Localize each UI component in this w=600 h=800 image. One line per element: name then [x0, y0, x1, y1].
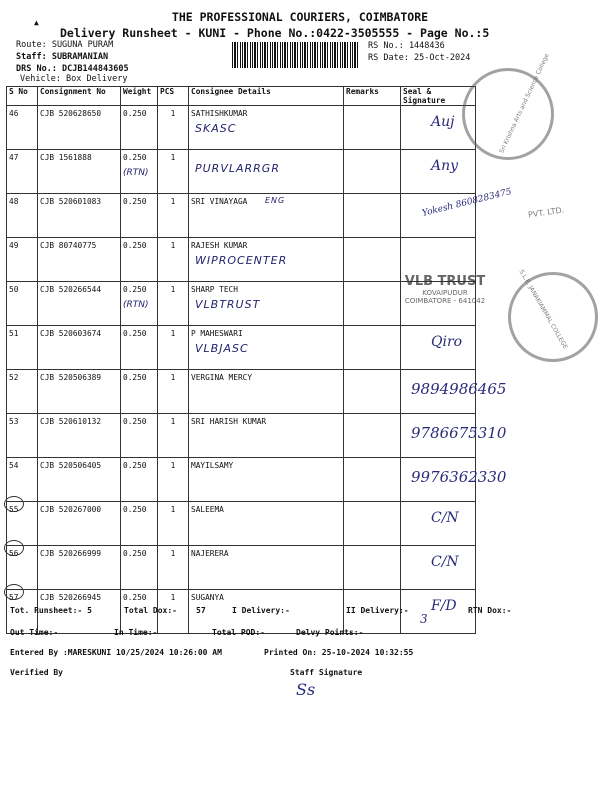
- row-consignee: [189, 282, 344, 326]
- row-remarks: [344, 150, 401, 194]
- row-pcs: [158, 194, 189, 238]
- out-time-label: Out Time:-: [10, 628, 59, 637]
- college-stamp-text: Sri Krishna Arts and Science College: [498, 52, 551, 155]
- row-signature: [401, 458, 507, 502]
- row-consignment-no-text: CJB 1561888: [40, 153, 92, 162]
- row-pcs: [158, 326, 189, 370]
- row-remarks: [344, 458, 401, 502]
- row-consignment-no: [38, 546, 121, 590]
- row-sno-text: 55: [9, 505, 19, 514]
- handwritten-signature: F/D: [431, 598, 457, 614]
- row-weight-text: 0.250: [123, 461, 147, 470]
- handwritten-name: ENG: [265, 196, 286, 205]
- row-consignee: [189, 238, 344, 282]
- row-pcs: [158, 282, 189, 326]
- row-consignment-no-text: CJB 520601083: [40, 197, 102, 206]
- row-consignee: [189, 546, 344, 590]
- row-weight-text: 0.250: [123, 549, 147, 558]
- row-sno-text: 47: [9, 153, 19, 162]
- col-signature: Seal & Signature: [401, 87, 476, 106]
- row-consignee-text: SRI VINAYAGA: [191, 197, 248, 206]
- runsheet-subtitle: Delivery Runsheet - KUNI - Phone No.:0422-3505555 - Page No.:5: [60, 26, 490, 40]
- row-pcs-text: 1: [170, 197, 176, 206]
- row-sno-text: 56: [9, 549, 19, 558]
- row-remarks: [344, 326, 401, 370]
- row-pcs-text: 1: [170, 593, 176, 602]
- row-signature: [401, 187, 513, 238]
- row-pcs-text: 1: [170, 549, 176, 558]
- row-pcs: [158, 502, 189, 546]
- row-consignee-text: MAYILSAMY: [191, 461, 234, 470]
- col-sno: S No: [7, 87, 38, 106]
- vlb-stamp-place: KOVAIPUDUR: [422, 289, 468, 297]
- row-sno: [7, 326, 38, 370]
- row-sno: [7, 370, 38, 414]
- row-remarks: [344, 194, 401, 238]
- handwritten-signature: 9894986465: [411, 380, 507, 398]
- janakiammal-stamp-text: S.L.E. JANAKIAMMAL COLLEGE: [517, 268, 569, 351]
- row-consignee: [189, 106, 344, 150]
- row-pcs-text: 1: [170, 109, 176, 118]
- row-weight: [121, 106, 158, 150]
- row-sno-text: 48: [9, 197, 19, 206]
- row-consignee-text: SRI HARISH KUMAR: [191, 417, 267, 426]
- table-header-row: [7, 87, 476, 106]
- row-pcs-text: 1: [170, 373, 176, 382]
- row-sno: [7, 238, 38, 282]
- barcode: [232, 42, 360, 68]
- total-pod-label: Total POD:-: [212, 628, 265, 637]
- row-pcs: [158, 370, 189, 414]
- total-dox-value: 57: [196, 606, 206, 615]
- row-remarks: [344, 546, 401, 590]
- handwritten-name: WIPROCENTER: [195, 254, 288, 267]
- table-row: [7, 106, 476, 150]
- row-signature: [401, 414, 507, 458]
- table-row: [7, 370, 476, 414]
- row-weight-text: 0.250: [123, 373, 147, 382]
- row-consignee-text: VERGINA MERCY: [191, 373, 253, 382]
- row-weight: [121, 194, 158, 238]
- row-weight-text: 0.250: [123, 593, 147, 602]
- row-remarks: [344, 414, 401, 458]
- row-weight: [121, 546, 158, 590]
- row-signature: [401, 370, 507, 414]
- row-consignee: [189, 502, 344, 546]
- row-sno-text: 52: [9, 373, 19, 382]
- staff-signature-hand: Ss: [296, 680, 316, 699]
- handwritten-signature: 9976362330: [411, 468, 507, 486]
- row-signature: [401, 502, 476, 546]
- row-weight-text: 0.250: [123, 197, 147, 206]
- col-remarks: Remarks: [344, 87, 401, 106]
- row-consignment-no-text: CJB 520266945: [40, 593, 102, 602]
- in-time-label: In Time:-: [114, 628, 158, 637]
- row-consignee: [189, 326, 344, 370]
- row-signature: [401, 326, 476, 370]
- handwritten-signature: 9786675310: [411, 424, 507, 442]
- row-weight: [121, 326, 158, 370]
- row-consignment-no-text: CJB 520267000: [40, 505, 102, 514]
- row-sno: [7, 106, 38, 150]
- row-consignee-text: NAJERERA: [191, 549, 229, 558]
- row-consignment-no-text: CJB 520506389: [40, 373, 102, 382]
- row-sno: [7, 414, 38, 458]
- col-pcs: PCS: [158, 87, 189, 106]
- row-consignee: [189, 150, 344, 194]
- table-row: [7, 150, 476, 194]
- company-title: THE PROFESSIONAL COURIERS, COIMBATORE: [171, 10, 429, 24]
- handwritten-name: PURVLARRGR: [195, 162, 280, 175]
- row-consignment-no-text: CJB 80740775: [40, 241, 97, 250]
- row-consignment-no-text: CJB 520506405: [40, 461, 102, 470]
- row-consignee: [189, 414, 344, 458]
- row-consignment-no-text: CJB 520266544: [40, 285, 102, 294]
- row-consignee-text: SHARP TECH: [191, 285, 238, 294]
- handwritten-name: VLBTRUST: [195, 298, 261, 311]
- row-consignment-no: [38, 326, 121, 370]
- row-weight-text: 0.250: [123, 285, 147, 294]
- row-consignee-text: SATHISHKUMAR: [191, 109, 248, 118]
- row-remarks: [344, 238, 401, 282]
- handwritten-name: VLBJASC: [195, 342, 249, 355]
- col-consignee: Consignee Details: [189, 87, 344, 106]
- delvy-points-label: Delvy Points:-: [296, 628, 364, 637]
- table-row: [7, 502, 476, 546]
- row-consignment-no: [38, 150, 121, 194]
- row-remarks: [344, 106, 401, 150]
- vlb-stamp-name: VLB TRUST: [404, 274, 486, 289]
- row-sno-text: 49: [9, 241, 19, 250]
- row-weight: [121, 282, 158, 326]
- row-consignment-no: [38, 458, 121, 502]
- ii-delivery-label: II Delivery:-: [346, 606, 409, 615]
- handwritten-name: SKASC: [195, 122, 237, 135]
- row-remarks: [344, 502, 401, 546]
- row-signature: [401, 150, 476, 194]
- row-consignee: [189, 194, 344, 238]
- ii-delivery-mark: 3: [420, 612, 428, 626]
- row-consignee-text: SALEEMA: [191, 505, 224, 514]
- entered-by: Entered By :MARESKUNI 10/25/2024 10:26:00 AM: [10, 648, 222, 657]
- route-label: Route: SUGUNA PURAM: [16, 40, 114, 50]
- row-consignment-no: [38, 414, 121, 458]
- rtn-note: (RTN): [123, 300, 149, 310]
- row-consignee-text: RAJESH KUMAR: [191, 241, 248, 250]
- row-pcs-text: 1: [170, 241, 176, 250]
- printed-on: Printed On: 25-10-2024 10:32:55: [264, 648, 414, 657]
- row-sno-text: 46: [9, 109, 19, 118]
- handwritten-signature: C/N: [431, 554, 459, 570]
- row-consignment-no: [38, 370, 121, 414]
- rs-date: RS Date: 25-Oct-2024: [368, 53, 471, 63]
- janakiammal-stamp: [508, 272, 598, 362]
- i-delivery-label: I Delivery:-: [232, 606, 290, 615]
- row-weight: [121, 150, 158, 194]
- row-weight-text: 0.250: [123, 153, 147, 162]
- row-consignment-no: [38, 282, 121, 326]
- vehicle-label: Vehicle: Box Delivery: [20, 74, 128, 84]
- row-consignment-no-text: CJB 520610132: [40, 417, 102, 426]
- row-weight-text: 0.250: [123, 417, 147, 426]
- pvt-stamp-text: PVT. LTD.: [527, 205, 565, 220]
- row-sno: [7, 150, 38, 194]
- handwritten-signature: Yokesh 8608283475: [421, 187, 513, 219]
- row-sno-text: 50: [9, 285, 19, 294]
- row-pcs: [158, 414, 189, 458]
- row-sno: [7, 458, 38, 502]
- row-pcs-text: 1: [170, 417, 176, 426]
- row-pcs: [158, 150, 189, 194]
- row-pcs-text: 1: [170, 461, 176, 470]
- row-pcs: [158, 546, 189, 590]
- row-remarks: [344, 282, 401, 326]
- col-consignment: Consignment No: [38, 87, 121, 106]
- row-consignment-no-text: CJB 520266999: [40, 549, 102, 558]
- verified-by: Verified By: [10, 668, 63, 677]
- sno-circle-mark: [4, 496, 24, 512]
- handwritten-signature: Auj: [431, 114, 455, 130]
- row-sno-text: 53: [9, 417, 19, 426]
- rtn-note: (RTN): [123, 168, 149, 178]
- row-consignee: [189, 370, 344, 414]
- row-sno-text: 51: [9, 329, 19, 338]
- row-consignment-no: [38, 238, 121, 282]
- row-pcs: [158, 458, 189, 502]
- table-row: [7, 194, 476, 238]
- rs-number: RS No.: 1448436: [368, 41, 445, 51]
- row-sno: [7, 194, 38, 238]
- row-signature: [401, 546, 476, 590]
- row-consignee-text: P MAHESWARI: [191, 329, 243, 338]
- row-pcs-text: 1: [170, 153, 176, 162]
- rtn-dox-label: RTN Dox:-: [468, 606, 512, 615]
- row-weight-text: 0.250: [123, 241, 147, 250]
- row-pcs-text: 1: [170, 329, 176, 338]
- row-consignment-no-text: CJB 520628650: [40, 109, 102, 118]
- sno-circle-mark: [4, 540, 24, 556]
- row-sno-text: 57: [9, 593, 19, 602]
- handwritten-signature: Qiro: [431, 334, 463, 350]
- row-consignment-no: [38, 502, 121, 546]
- table-row: [7, 546, 476, 590]
- row-consignment-no: [38, 106, 121, 150]
- row-pcs-text: 1: [170, 285, 176, 294]
- table-row: [7, 414, 476, 458]
- row-weight: [121, 458, 158, 502]
- row-weight-text: 0.250: [123, 505, 147, 514]
- total-dox-label: Total Dox:-: [124, 606, 177, 615]
- tot-runsheet: Tot. Runsheet:- 5: [10, 606, 92, 615]
- table-row: [7, 326, 476, 370]
- staff-signature-label: Staff Signature: [290, 668, 363, 677]
- row-weight: [121, 370, 158, 414]
- row-weight: [121, 502, 158, 546]
- row-weight: [121, 414, 158, 458]
- drs-number: DRS No.: DCJB144843605: [16, 64, 129, 74]
- handwritten-signature: C/N: [431, 510, 459, 526]
- row-weight-text: 0.250: [123, 329, 147, 338]
- row-weight: [121, 238, 158, 282]
- row-pcs: [158, 106, 189, 150]
- row-consignment-no-text: CJB 520603674: [40, 329, 102, 338]
- row-signature: [401, 590, 476, 634]
- corner-mark: ▲: [34, 18, 39, 27]
- row-consignment-no: [38, 194, 121, 238]
- sno-circle-mark: [4, 584, 24, 600]
- row-sno-text: 54: [9, 461, 19, 470]
- row-sno: [7, 282, 38, 326]
- table-row: [7, 458, 476, 502]
- row-consignee: [189, 458, 344, 502]
- col-weight: Weight: [121, 87, 158, 106]
- row-pcs: [158, 238, 189, 282]
- row-pcs-text: 1: [170, 505, 176, 514]
- row-weight-text: 0.250: [123, 109, 147, 118]
- row-consignee-text: SUGANYA: [191, 593, 224, 602]
- handwritten-signature: Any: [431, 158, 459, 174]
- vlb-stamp: [396, 274, 494, 312]
- vlb-stamp-city: COIMBATORE - 641042: [404, 297, 486, 305]
- row-remarks: [344, 370, 401, 414]
- staff-label: Staff: SUBRAMANIAN: [16, 52, 109, 62]
